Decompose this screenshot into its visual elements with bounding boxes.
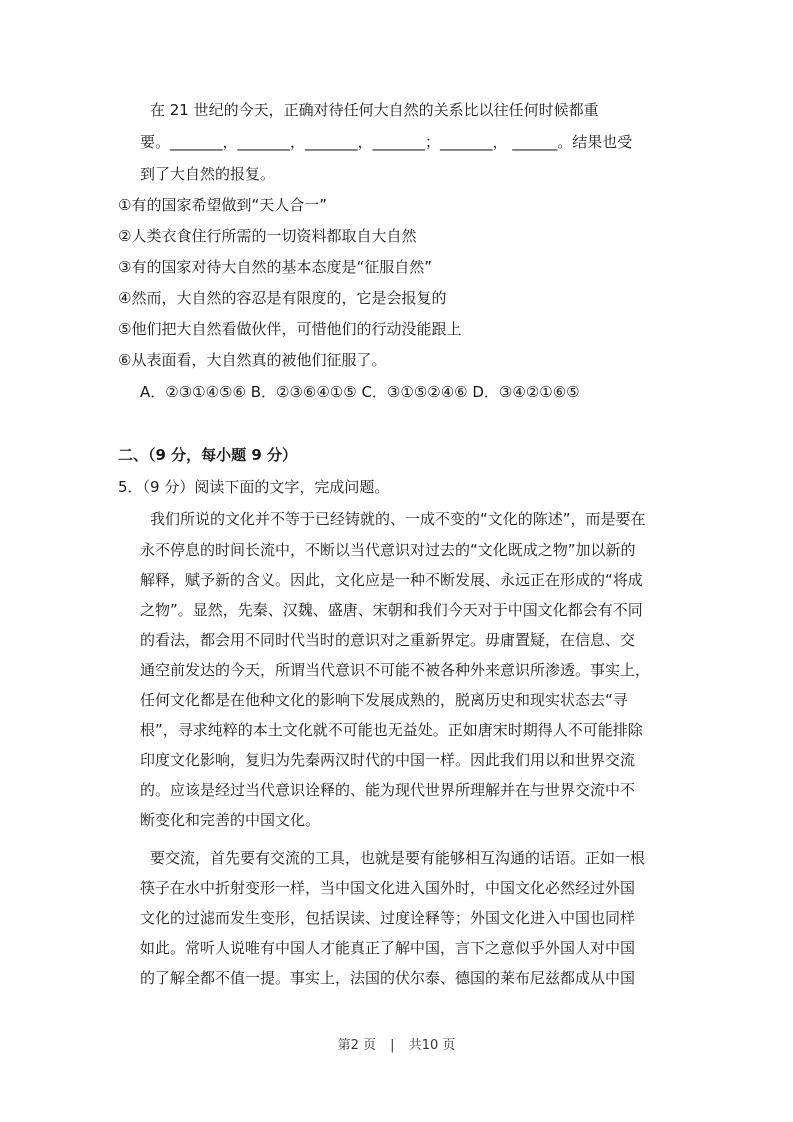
- page-number: 第2 页: [337, 1038, 377, 1053]
- page-total: 共10 页: [408, 1038, 456, 1053]
- list-item: ⑥从表面看，大自然真的被他们征服了。: [118, 351, 387, 369]
- page-footer: [0, 1037, 793, 1055]
- paragraph-1-line: 解释，赋予新的含义。因此，文化应是一种不断发展、永远正在形成的“将成: [140, 571, 643, 589]
- paragraph-1-line: 通空前发达的今天，所谓当代意识不可能不被各种外来意识所渗透。事实上，: [140, 661, 651, 679]
- intro-line-3: 到了大自然的报复。: [140, 165, 276, 183]
- paragraph-1-line: 我们所说的文化并不等于已经铸就的、一成不变的“文化的陈述”，而是要在: [150, 510, 646, 528]
- paragraph-2-line: 筷子在水中折射变形一样，当中国文化进入国外时，中国文化必然经过外国: [140, 879, 636, 897]
- list-item: ②人类衣食住行所需的一切资料都取自大自然: [118, 227, 417, 245]
- footer-separator: |: [390, 1038, 395, 1053]
- paragraph-1-line: 断变化和完善的中国文化。: [140, 811, 321, 829]
- paragraph-1-line: 永不停息的时间长流中，不断以当代意识对过去的“文化既成之物”加以新的: [140, 541, 636, 559]
- paragraph-1-line: 的。应该是经过当代意识诠释的、能为现代世界所理解并在与世界交流中不: [140, 781, 636, 799]
- intro-line-2: 要。_______，_______，_______，_______；_______， ______。结果也受: [140, 133, 633, 151]
- paragraph-1-line: 的看法，都会用不同时代当时的意识对之重新界定。毋庸置疑，在信息、交: [140, 631, 636, 649]
- paragraph-2-line: 文化的过滤而发生变形，包括误读、过度诠释等；外国文化进入中国也同样: [140, 909, 636, 927]
- paragraph-1-line: 根”，寻求纯粹的本土文化就不可能也无益处。正如唐宋时期得人不可能排除: [140, 721, 643, 739]
- paragraph-2-line: 的了解全都不值一提。事实上，法国的伏尔泰、德国的莱布尼兹都成从中国: [140, 969, 636, 987]
- paragraph-1-line: 印度文化影响，复归为先秦两汉时代的中国一样。因此我们用以和世界交流: [140, 751, 636, 769]
- intro-line-1: 在 21 世纪的今天，正确对待任何大自然的关系比以往任何时候都重: [150, 101, 599, 119]
- section-heading: 二、（9 分，每小题 9 分）: [118, 446, 298, 464]
- paragraph-1-line: 任何文化都是在他种文化的影响下发展成熟的，脱离历史和现实状态去“寻: [140, 691, 628, 709]
- question-5-prompt: 5．（9 分）阅读下面的文字，完成问题。: [118, 478, 390, 496]
- paragraph-2-line: 如此。常听人说唯有中国人才能真正了解中国，言下之意似乎外国人对中国: [140, 939, 636, 957]
- paragraph-2-line: 要交流，首先要有交流的工具，也就是要有能够相互沟通的话语。正如一根: [150, 849, 646, 867]
- answer-options: A．②③①④⑤⑥ B．②③⑥④①⑤ C．③①⑤②④⑥ D．③④②①⑥⑤: [140, 383, 580, 401]
- list-item: ①有的国家希望做到“天人合一”: [118, 196, 327, 214]
- paragraph-1-line: 之物”。显然，先秦、汉魏、盛唐、宋朝和我们今天对于中国文化都会有不同: [140, 601, 643, 619]
- list-item: ④然而，大自然的容忍是有限度的，它是会报复的: [118, 289, 447, 307]
- list-item: ③有的国家对待大自然的基本态度是“征服自然”: [118, 258, 432, 276]
- list-item: ⑤他们把大自然看做伙伴，可惜他们的行动没能跟上: [118, 320, 462, 338]
